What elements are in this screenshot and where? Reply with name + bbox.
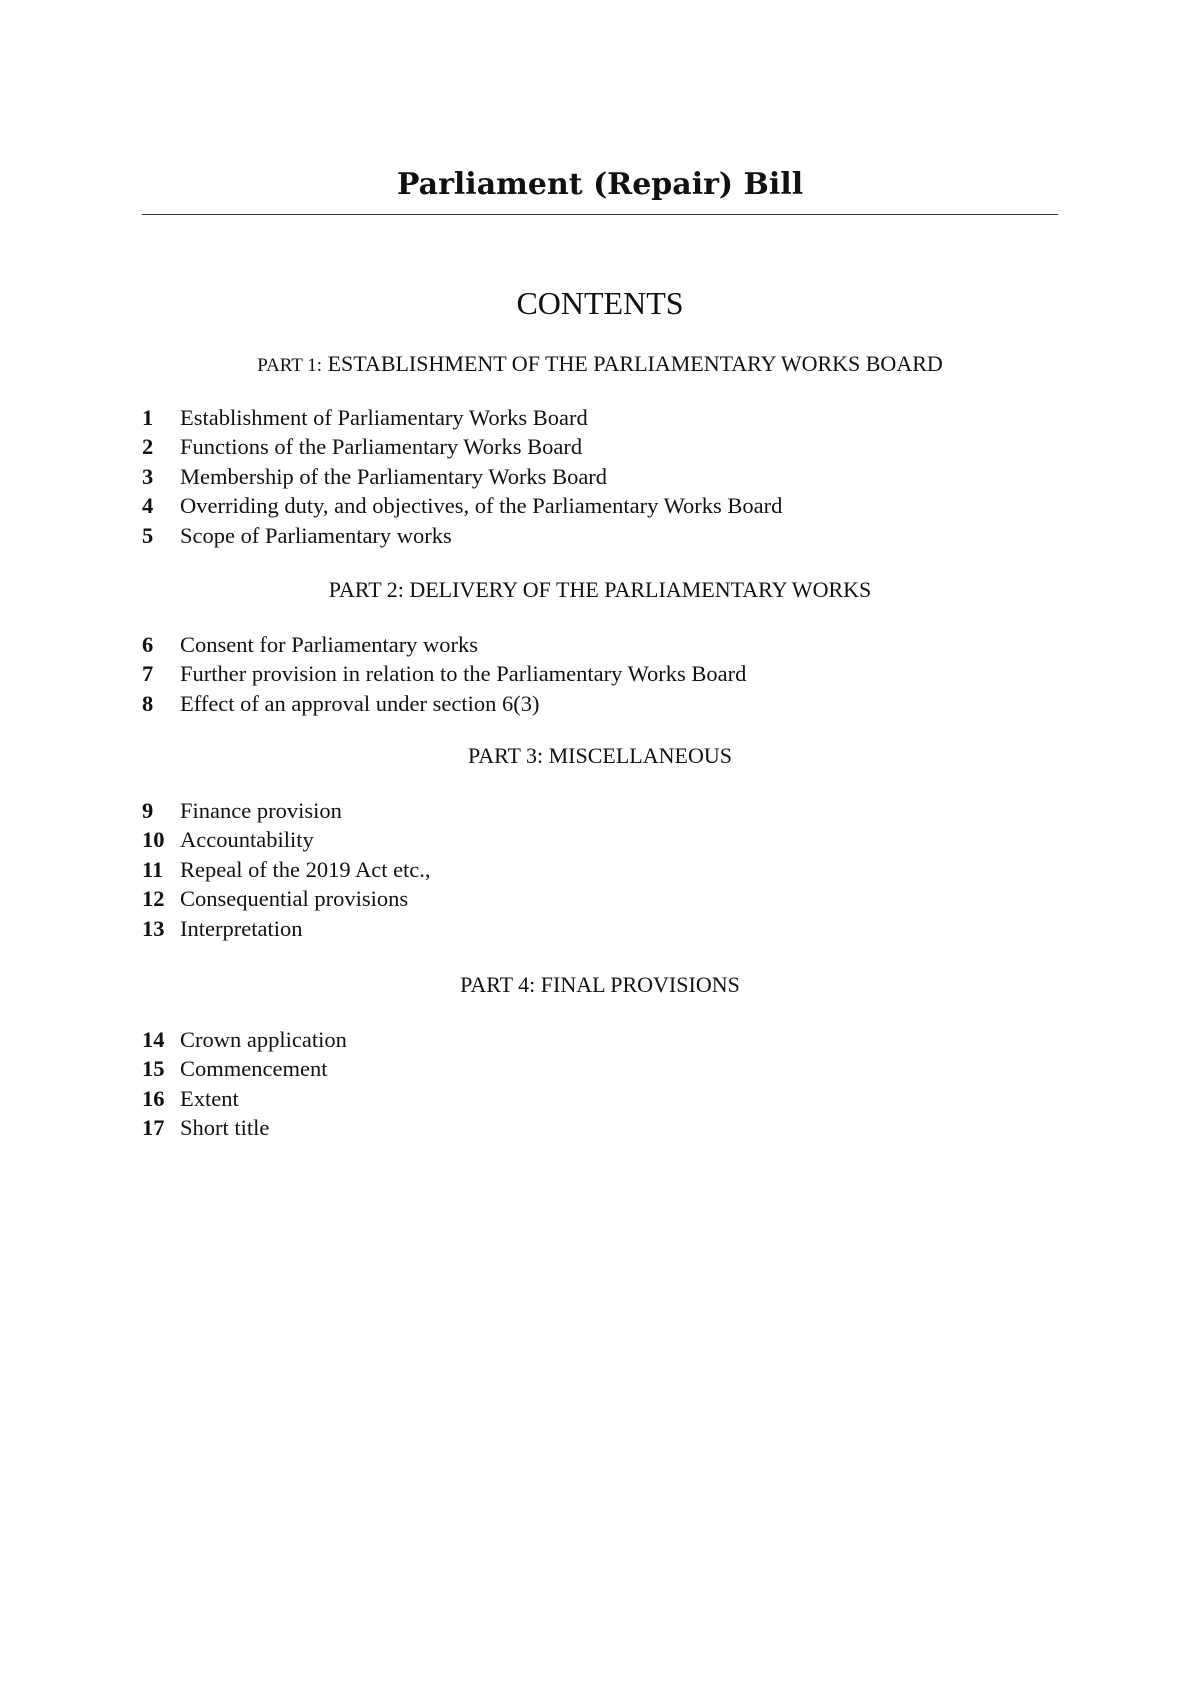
section-number: 4 xyxy=(142,493,154,519)
part-4-title: FINAL PROVISIONS xyxy=(540,972,740,997)
contents-heading: CONTENTS xyxy=(516,285,684,321)
section-title: Consequential provisions xyxy=(180,886,409,912)
section-number: 6 xyxy=(142,632,154,657)
section-title: Further provision in relation to the Parliamentary Works Board xyxy=(180,661,747,687)
part-1-contents-list xyxy=(142,403,782,550)
toc-item-1[interactable] xyxy=(142,403,782,432)
section-number: 14 xyxy=(142,1027,165,1052)
section-title: Functions of the Parliamentary Works Board xyxy=(180,434,583,460)
section-number: 5 xyxy=(142,522,154,548)
toc-item-17[interactable] xyxy=(142,1113,347,1142)
section-number: 9 xyxy=(142,798,154,823)
toc-item-6[interactable] xyxy=(142,630,746,659)
part-3-title: MISCELLANEOUS xyxy=(548,743,732,768)
part-1-title: ESTABLISHMENT OF THE PARLIAMENTARY WORKS BOARD xyxy=(327,351,943,376)
section-title: Overriding duty, and objectives, of the Parliamentary Works Board xyxy=(180,493,783,519)
part-2-heading xyxy=(142,575,1058,605)
toc-item-12[interactable] xyxy=(142,884,431,913)
section-title: Commencement xyxy=(180,1056,328,1082)
section-number: 7 xyxy=(142,661,154,687)
section-title: Extent xyxy=(180,1085,239,1111)
section-title: Effect of an approval under section 6(3) xyxy=(180,690,540,716)
title-divider xyxy=(142,214,1058,215)
part-4-prefix: PART 4: xyxy=(460,972,536,997)
part-2-title: DELIVERY OF THE PARLIAMENTARY WORKS xyxy=(409,577,872,602)
toc-item-15[interactable] xyxy=(142,1054,347,1083)
part-1-heading xyxy=(142,349,1058,381)
part-4-heading xyxy=(142,970,1058,1000)
toc-item-16[interactable] xyxy=(142,1084,347,1113)
section-number: 17 xyxy=(142,1115,165,1141)
section-number: 8 xyxy=(142,690,154,716)
toc-item-5[interactable] xyxy=(142,521,782,550)
section-number: 10 xyxy=(142,827,165,853)
section-number: 16 xyxy=(142,1085,165,1111)
section-title: Scope of Parliamentary works xyxy=(180,522,452,548)
section-number: 11 xyxy=(142,856,164,882)
section-title: Repeal of the 2019 Act etc., xyxy=(180,856,431,882)
toc-item-7[interactable] xyxy=(142,659,746,688)
section-title: Consent for Parliamentary works xyxy=(180,632,479,657)
section-number: 3 xyxy=(142,463,154,489)
part-4-contents-list xyxy=(142,1025,347,1143)
toc-item-14[interactable] xyxy=(142,1025,347,1054)
section-number: 13 xyxy=(142,915,165,941)
part-3-heading xyxy=(142,741,1058,771)
toc-item-10[interactable] xyxy=(142,825,431,854)
toc-item-8[interactable] xyxy=(142,689,746,718)
toc-item-4[interactable] xyxy=(142,491,782,520)
part-3-contents-list xyxy=(142,796,431,943)
section-title: Finance provision xyxy=(180,798,342,823)
part-2-contents-list xyxy=(142,630,746,718)
section-number: 1 xyxy=(142,405,154,430)
section-title: Establishment of Parliamentary Works Board xyxy=(180,405,588,430)
part-1-prefix: PART 1: xyxy=(257,355,323,376)
section-title: Crown application xyxy=(180,1027,347,1052)
toc-item-3[interactable] xyxy=(142,462,782,491)
part-3-prefix: PART 3: xyxy=(468,743,544,768)
section-title: Accountability xyxy=(180,827,314,853)
section-title: Short title xyxy=(180,1115,270,1141)
bill-title: Parliament (Repair) Bill xyxy=(396,167,804,202)
toc-item-2[interactable] xyxy=(142,432,782,461)
section-title: Membership of the Parliamentary Works Board xyxy=(180,463,608,489)
part-2-prefix: PART 2: xyxy=(328,577,404,602)
section-number: 12 xyxy=(142,886,165,912)
toc-item-9[interactable] xyxy=(142,796,431,825)
section-title: Interpretation xyxy=(180,915,303,941)
toc-item-11[interactable] xyxy=(142,855,431,884)
toc-item-13[interactable] xyxy=(142,914,431,943)
section-number: 15 xyxy=(142,1056,165,1082)
section-number: 2 xyxy=(142,434,154,460)
